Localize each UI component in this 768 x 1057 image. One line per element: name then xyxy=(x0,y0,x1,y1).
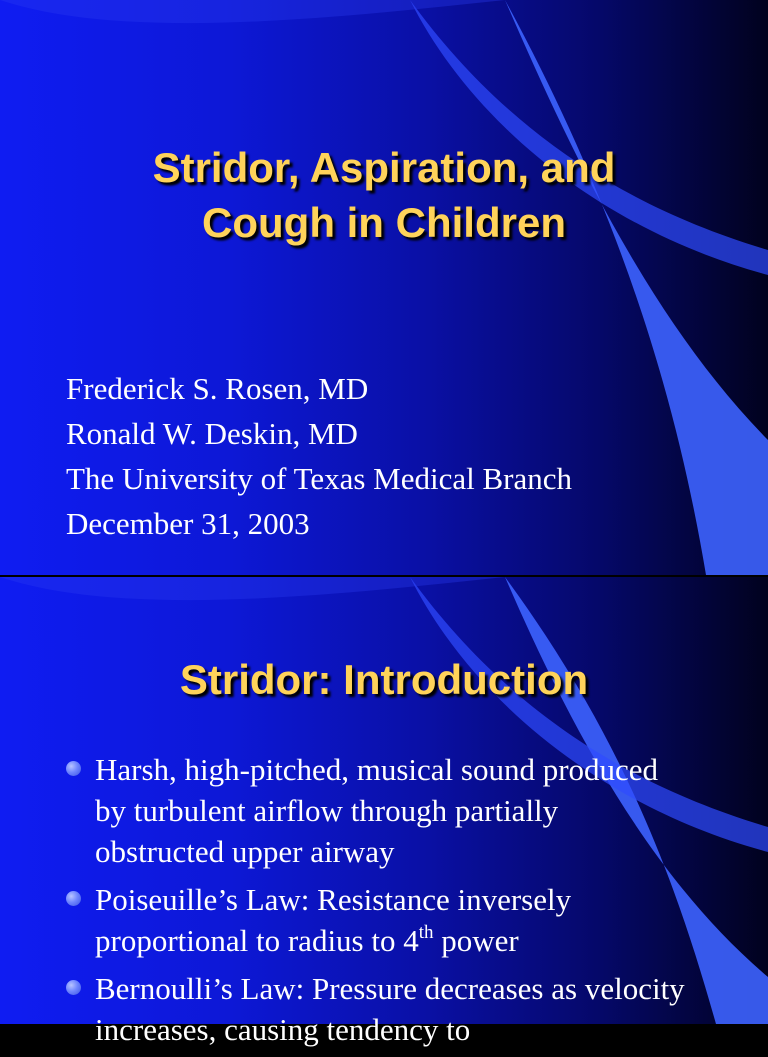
author-2: Ronald W. Deskin, MD xyxy=(66,416,358,451)
bullet-item xyxy=(66,879,686,961)
bullet-text: Harsh, high-pitched, musical sound produced by turbulent airflow through partially obstructed upper airway xyxy=(95,752,659,869)
bullet-icon xyxy=(66,980,81,995)
author-1: Frederick S. Rosen, MD xyxy=(66,371,369,406)
title-line-1: Stridor, Aspiration, and xyxy=(152,144,616,191)
bullet-list xyxy=(66,749,686,1057)
title-line-2: Cough in Children xyxy=(202,199,566,246)
date: December 31, 2003 xyxy=(66,506,310,541)
bullet-text-main: Poiseuille’s Law: Resistance inversely proportional to radius to 4 xyxy=(95,882,572,958)
bullet-icon xyxy=(66,761,81,776)
author-info xyxy=(66,366,572,546)
bullet-text-end: power xyxy=(433,923,519,958)
bullet-text xyxy=(95,882,571,958)
presentation-title xyxy=(0,140,768,250)
bullet-item xyxy=(66,968,686,1050)
bullet-text: Bernoulli’s Law: Pressure decreases as velocity increases, causing tendency to xyxy=(95,971,685,1047)
slide-2 xyxy=(0,577,768,1047)
institution: The University of Texas Medical Branch xyxy=(66,461,573,496)
bullet-icon xyxy=(66,891,81,906)
bullet-item xyxy=(66,749,686,872)
superscript: th xyxy=(418,922,434,943)
slide-title: Stridor: Introduction xyxy=(179,656,589,703)
